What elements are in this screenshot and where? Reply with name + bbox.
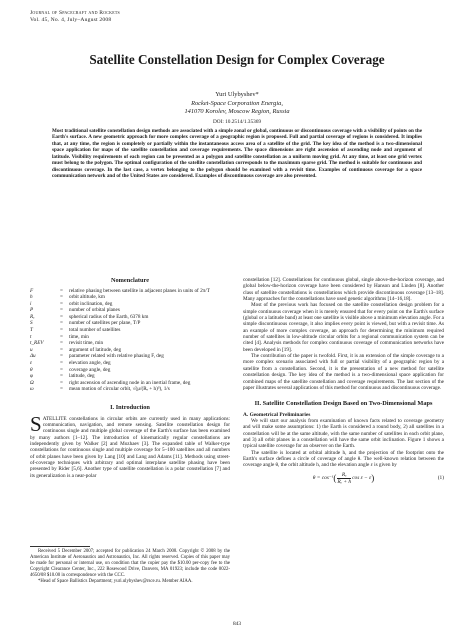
nomenclature-row	[30, 340, 210, 347]
nomenclature-heading: Nomenclature	[110, 277, 149, 284]
nomenclature-symbol: h	[30, 294, 33, 301]
equals-sign: =	[60, 320, 63, 327]
nomenclature-symbol: Rₑ	[30, 313, 35, 320]
equals-sign: =	[60, 373, 63, 380]
nomenclature-definition: spherical radius of the Earth, 6378 km	[69, 313, 149, 320]
paper-title: Satellite Constellation Design for Complex Coverage	[89, 52, 385, 67]
author-affiliation-1: Rocket-Space Corporation Energia,	[191, 99, 283, 107]
right-paragraph-5: The satellite is located at orbital altitude h, and the projection of the footprint onto the Earth's surface defines a circle of coverage of angle θ. The well-known relation between the coverage angle θ, the orbit altitude h, and the elevation angle ε is given by	[243, 449, 444, 469]
right-paragraph-1: constellation [12]. Constellations for continuous global, single above-the-horizon coverage, and global below-the-horizon coverage have been considered by Hanson and Linden [8]. Another class of satellite constellations is constellations which provide discontinuous coverage [13–18]. Many approaches for the constellations have used genetic algorithms [14–16,18].	[243, 277, 444, 303]
footnote-author: *Head of Space Ballistics Department; yuri.ulybyshev@rsce.ru. Member AIAA.	[38, 578, 193, 584]
equation-lhs: θ = cos⁻¹	[312, 475, 334, 482]
author-affiliation-2: 141070 Korolev, Moscow Region, Russia	[184, 108, 290, 115]
equals-sign: =	[60, 307, 63, 314]
page-number: 843	[232, 621, 242, 627]
nomenclature-definition: parameter related with relative phasing F, deg	[69, 353, 164, 360]
journal-header	[30, 10, 120, 24]
nomenclature-symbol: t	[30, 333, 32, 340]
nomenclature-symbol: F	[30, 287, 34, 294]
nomenclature-row	[30, 327, 210, 334]
nomenclature-definition: revisit time, min	[69, 340, 104, 347]
nomenclature-definition: number of satellites per plane, T/P	[69, 320, 141, 327]
footnote-rule	[30, 546, 90, 547]
doi: DOI: 10.2514/1.35369	[212, 119, 262, 125]
equals-sign: =	[60, 386, 63, 393]
equals-sign: =	[60, 327, 63, 334]
nomenclature-definition: coverage angle, deg	[69, 366, 111, 373]
footnotes	[30, 549, 230, 584]
nomenclature-definition: orbit altitude, km	[69, 294, 105, 301]
subsection-a-heading: A. Geometrical Preliminaries	[243, 411, 311, 418]
abstract: Most traditional satellite constellation design methods are associated with a simple zonal or global, continuous or discontinuous coverage with a visibility of points on the Earth's surface. A new geometric approach for more complex coverage of a geographic region is proposed. Full and partial coverage of regions is considered. It implies that, at any time, the region is completely or partially within the instantaneous access area of a satellite of the grid. The key idea of the method is a two-dimensional space application for maps of the satellite constellation and coverage requirements. The space dimensions are right ascension of ascending node and argument of latitude. Visibility requirements of each region can be presented as a polygon and satellite constellation as a uniform moving grid. At any time, at least one grid vertex must belong to the polygon. The optimal configuration of the satellite constellation corresponds to the maximum sparse grid. The method is suitable for continuous and discontinuous coverage. In the last case, a vertex belonging to the polygon should be examined with a revisit time. Examples of continuous coverage for a space communication network and of the United States are considered. Examples of discontinuous coverage are also presented.	[52, 128, 422, 180]
equals-sign: =	[60, 313, 63, 320]
section-2-heading: II. Satellite Constellation Design Based on Two-Dimensional Maps	[254, 400, 433, 408]
equals-sign: =	[60, 346, 63, 353]
nomenclature-symbol: t_REV	[30, 340, 44, 347]
journal-name: Journal of Spacecraft and Rockets	[30, 10, 120, 16]
nomenclature-definition: argument of latitude, deg	[69, 346, 122, 353]
equation-numerator: Rₑ	[337, 472, 351, 479]
left-column	[30, 277, 230, 479]
equals-sign: =	[60, 360, 63, 367]
nomenclature-definition: time, min	[69, 333, 89, 340]
nomenclature-row	[30, 353, 210, 360]
nomenclature-symbol: ε	[30, 360, 33, 367]
equation-denominator: Rₑ + h	[337, 479, 352, 486]
nomenclature-symbol: Δu	[30, 353, 36, 360]
intro-heading: I. Introduction	[110, 404, 150, 411]
nomenclature-definition: relative phasing between satellite in adjacent planes in units of 2π/T	[69, 287, 210, 294]
nomenclature-symbol: T	[30, 327, 33, 334]
right-paragraph-4: We will start our analysis from examination of known facts related to coverage geometry and will make some assumptions: 1) the Earth is considered a round body, 2) all satellites in a constellation will be at the same altitude, with the same number of satellites in each orbit plane, and 3) all orbit planes in a constellation will have the same orbit inclination. Figure 1 shows a typical satellite coverage for an observer on the Earth.	[243, 418, 444, 450]
nomenclature-definition: orbit inclination, deg	[69, 300, 113, 307]
right-paragraph-3: The contribution of the paper is twofold. First, it is an extension of the simple coverage to a more complex scenario associated with full or partial visibility of a geographic region by a satellite from a constellation. Second, it is the presentation of a new method for satellite constellation design. The key idea of the method is a two-dimensional space application for combined maps of the satellite constellation and coverage requirements. The last section of the paper illustrates several applications of this method for continuous and discontinuous coverage.	[243, 353, 444, 391]
nomenclature-row	[30, 360, 210, 367]
nomenclature-symbol: ω	[30, 386, 34, 393]
nomenclature-symbol: θ	[30, 366, 33, 373]
nomenclature-row	[30, 367, 210, 374]
nomenclature-symbol: Ω	[30, 379, 34, 386]
nomenclature-row	[30, 307, 210, 314]
nomenclature-row	[30, 373, 210, 380]
equation-rhs: cos ε − ε	[352, 475, 372, 482]
equals-sign: =	[60, 379, 63, 386]
drop-cap: S	[30, 411, 42, 436]
intro-text: ATELLITE constellations in circular orbits are currently used in many applications: communication, navigation, and remote sensing. Satellite constellation design for continuous single and multiple global coverage of the Earth's surface has been examined by many authors [1–12]. The introduction of kinematically regular constellations are independently given by Walker [2] and Mozhaev [3]. The expanded table of Walker-type constellations for continuous single and multiple coverage for 5–100 satellites and all numbers of orbit planes have been given by Lang [10] and Lang and Adams [11]. Methods using street-of-coverage techniques with arbitrary and optimal interplane satellite phasing have been presented by Rider [5,6]. Another type of satellite constellation is a polar constellation [7] and its generalization is a near-polar	[30, 415, 230, 479]
equals-sign: =	[60, 287, 63, 294]
equation-number: (1)	[437, 475, 444, 482]
nomenclature-definition: elevation angle, deg	[69, 360, 111, 367]
right-paragraph-2: Most of the previous work has focused on the satellite constellation design problem for a simple continuous coverage when it is merely ensured that for every point on the Earth's surface (global or a latitude band) at least one satellite is visible above a minimum elevation angle. For a simple discontinuous coverage, it also implies every point is viewed, but with a revisit time. As an example of more complex coverage, an approach for determining the minimum required number of satellites in low-altitude circular orbits for a regional communication system can be cited [4]. Analysis methods for complex continuous coverage of communication networks have been developed in [19].	[243, 302, 444, 353]
author-block	[0, 91, 474, 117]
equals-sign: =	[60, 300, 63, 307]
equals-sign: =	[60, 353, 63, 360]
nomenclature-row	[30, 386, 210, 393]
equals-sign: =	[60, 340, 63, 347]
nomenclature-row	[30, 294, 210, 301]
nomenclature-definition: number of orbital planes	[69, 307, 120, 314]
equals-sign: =	[60, 366, 63, 373]
nomenclature-definition: mean motion of circular orbit, √(μ/(Rₑ + h)³), 1/s	[69, 386, 170, 393]
nomenclature-symbol: P	[30, 307, 34, 314]
nomenclature-row	[30, 288, 210, 295]
equals-sign: =	[60, 294, 63, 301]
nomenclature-row	[30, 334, 210, 341]
nomenclature-symbol: S	[30, 320, 33, 327]
nomenclature-definition: total number of satellites	[69, 327, 121, 334]
nomenclature-symbol: i	[30, 300, 32, 307]
nomenclature-symbol: φ	[30, 373, 33, 380]
nomenclature-definition: right ascension of ascending node in an inertial frame, deg	[69, 379, 191, 386]
equation-fraction	[337, 472, 351, 486]
nomenclature-definition: latitude, deg	[69, 373, 95, 380]
nomenclature-symbol: u	[30, 346, 33, 353]
nomenclature-row	[30, 347, 210, 354]
intro-paragraph	[30, 411, 230, 479]
journal-issue: Vol. 45, No. 4, July–August 2008	[30, 17, 112, 23]
author-name: Yuri Ulybyshev*	[215, 91, 259, 98]
nomenclature-table	[30, 288, 210, 394]
equation-1: θ = cos⁻¹ ( $\frac{\text{Rₑ}}{\text{Rₑ + h}}$ cos ε − ε ) (1)	[312, 471, 444, 486]
footnote-received: Received 5 December 2007; accepted for publication 24 March 2008. Copyright © 2008 by the American Institute of Aeronautics and Astronautics, Inc. All rights reserved. Copies of this paper may be made for personal or internal use, on condition that the copier pay the $10.00 per-copy fee to the Copyright Clearance Center, Inc., 222 Rosewood Drive, Danvers, MA 01923; include the code 0022-4650/08 $10.00 in correspondence with the CCC.	[30, 549, 230, 578]
equals-sign: =	[60, 333, 63, 340]
right-column	[243, 277, 444, 485]
